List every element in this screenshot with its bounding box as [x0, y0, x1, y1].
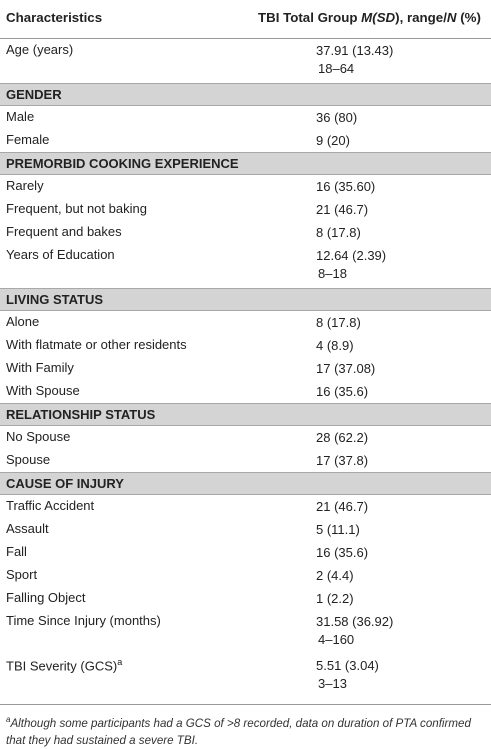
row-label: Rarely	[6, 178, 44, 193]
section-header: GENDER	[0, 83, 491, 106]
row-label: Frequent and bakes	[6, 224, 122, 239]
row-label: With Family	[6, 360, 74, 375]
row-label-cell	[0, 610, 270, 628]
table-footnote	[0, 704, 491, 749]
row-value: 17 (37.08)	[316, 361, 376, 376]
table-row	[0, 654, 491, 698]
row-label: Time Since Injury (months)	[6, 613, 161, 628]
row-range: 18–64	[318, 61, 355, 76]
row-value: 17 (37.8)	[316, 453, 369, 468]
table-row	[0, 244, 491, 288]
row-label-cell	[0, 426, 270, 444]
row-value-cell	[270, 380, 491, 401]
row-label: Male	[6, 109, 35, 124]
header-tbi-total-group	[258, 0, 491, 25]
table-row	[0, 587, 491, 610]
row-value-cell	[270, 541, 491, 562]
section-header: PREMORBID COOKING EXPERIENCE	[0, 152, 491, 175]
row-value-cell	[270, 518, 491, 539]
row-label-cell	[0, 221, 270, 239]
row-value: 21 (46.7)	[316, 202, 369, 217]
row-label: Female	[6, 132, 50, 147]
section-header: RELATIONSHIP STATUS	[0, 403, 491, 426]
table-row	[0, 541, 491, 564]
row-label-cell	[0, 129, 270, 147]
row-label: With flatmate or other residents	[6, 337, 187, 352]
row-label-cell	[0, 541, 270, 559]
header-col2-suffix: (%)	[456, 10, 481, 25]
row-label-cell	[0, 39, 270, 57]
row-value: 28 (62.2)	[316, 430, 369, 445]
row-value-cell	[270, 334, 491, 355]
section-header: CAUSE OF INJURY	[0, 472, 491, 495]
row-label-cell	[0, 244, 270, 262]
row-value-cell	[270, 357, 491, 378]
row-value-cell	[270, 106, 491, 127]
row-label-cell	[0, 654, 270, 673]
row-value: 16 (35.6)	[316, 384, 369, 399]
row-value: 8 (17.8)	[316, 225, 361, 240]
header-col2-mid: ), range/	[395, 10, 447, 25]
header-col2-open: (	[372, 10, 377, 25]
row-label: Alone	[6, 314, 40, 329]
row-label: Age (years)	[6, 42, 74, 57]
table-row	[0, 495, 491, 518]
header-characteristics: Characteristics	[6, 10, 103, 25]
row-value-cell	[270, 221, 491, 242]
section-header: LIVING STATUS	[0, 288, 491, 311]
row-value-cell	[270, 610, 491, 649]
header-col2-n: N	[446, 10, 457, 25]
row-value-cell	[270, 129, 491, 150]
row-value: 16 (35.6)	[316, 545, 369, 560]
row-value-cell	[270, 39, 491, 78]
row-label-cell	[0, 311, 270, 329]
table-row	[0, 380, 491, 403]
row-label: Fall	[6, 544, 27, 559]
row-value: 16 (35.60)	[316, 179, 376, 194]
row-range: 3–13	[318, 676, 347, 691]
row-value: 1 (2.2)	[316, 591, 354, 606]
table-row	[0, 198, 491, 221]
row-label-cell	[0, 495, 270, 513]
header-col2-m: M	[361, 10, 373, 25]
header-col2-sd: SD	[376, 10, 396, 25]
row-label-cell	[0, 357, 270, 375]
row-label: Spouse	[6, 452, 51, 467]
row-value-cell	[270, 654, 491, 693]
row-label: Assault	[6, 521, 49, 536]
footnote-text: Although some participants had a GCS of >8 recorded, data on duration of PTA confirmed that they had sustained a severe TBI.	[6, 716, 471, 747]
table-row	[0, 610, 491, 654]
row-value-cell	[270, 587, 491, 608]
row-label-cell	[0, 198, 270, 216]
row-label-cell	[0, 449, 270, 467]
row-label: Falling Object	[6, 590, 86, 605]
row-range: 8–18	[318, 266, 347, 281]
row-label: TBI Severity (GCS)	[6, 658, 118, 674]
row-value-cell	[270, 495, 491, 516]
footnote-mark: a	[6, 715, 11, 724]
table-row	[0, 311, 491, 334]
row-value-cell	[270, 311, 491, 332]
table-row	[0, 39, 491, 83]
row-value-cell	[270, 244, 491, 283]
row-value: 2 (4.4)	[316, 568, 354, 583]
row-value: 4 (8.9)	[316, 338, 354, 353]
row-value: 21 (46.7)	[316, 499, 369, 514]
table-row	[0, 426, 491, 449]
row-label: Years of Education	[6, 247, 115, 262]
table-row	[0, 357, 491, 380]
row-value: 37.91 (13.43)	[316, 43, 394, 58]
table-row	[0, 175, 491, 198]
table-row	[0, 564, 491, 587]
row-value: 5.51 (3.04)	[316, 658, 379, 673]
table-row	[0, 518, 491, 541]
row-label: Sport	[6, 567, 38, 582]
table-row	[0, 129, 491, 152]
row-value: 5 (11.1)	[316, 522, 360, 537]
row-value: 8 (17.8)	[316, 315, 361, 330]
row-label-cell	[0, 587, 270, 605]
header-col2-prefix: TBI Total Group	[258, 10, 362, 25]
row-value-cell	[270, 449, 491, 470]
row-value: 36 (80)	[316, 110, 358, 125]
footnote-ref: a	[117, 657, 123, 667]
row-label-cell	[0, 175, 270, 193]
row-label: With Spouse	[6, 383, 80, 398]
row-label-cell	[0, 518, 270, 536]
table-body	[0, 39, 491, 698]
row-label-cell	[0, 106, 270, 124]
row-label: Traffic Accident	[6, 498, 95, 513]
row-range: 4–160	[318, 632, 355, 647]
row-value-cell	[270, 198, 491, 219]
row-value-cell	[270, 564, 491, 585]
row-value: 12.64 (2.39)	[316, 248, 387, 263]
row-label-cell	[0, 380, 270, 398]
row-value: 9 (20)	[316, 133, 350, 148]
table-row	[0, 334, 491, 357]
row-label: No Spouse	[6, 429, 71, 444]
row-label-cell	[0, 334, 270, 352]
row-label: Frequent, but not baking	[6, 201, 147, 216]
table-header	[0, 0, 491, 39]
row-value-cell	[270, 175, 491, 196]
row-value-cell	[270, 426, 491, 447]
row-label-cell	[0, 564, 270, 582]
table-row	[0, 449, 491, 472]
table-row	[0, 106, 491, 129]
row-value: 31.58 (36.92)	[316, 614, 394, 629]
table-row	[0, 221, 491, 244]
